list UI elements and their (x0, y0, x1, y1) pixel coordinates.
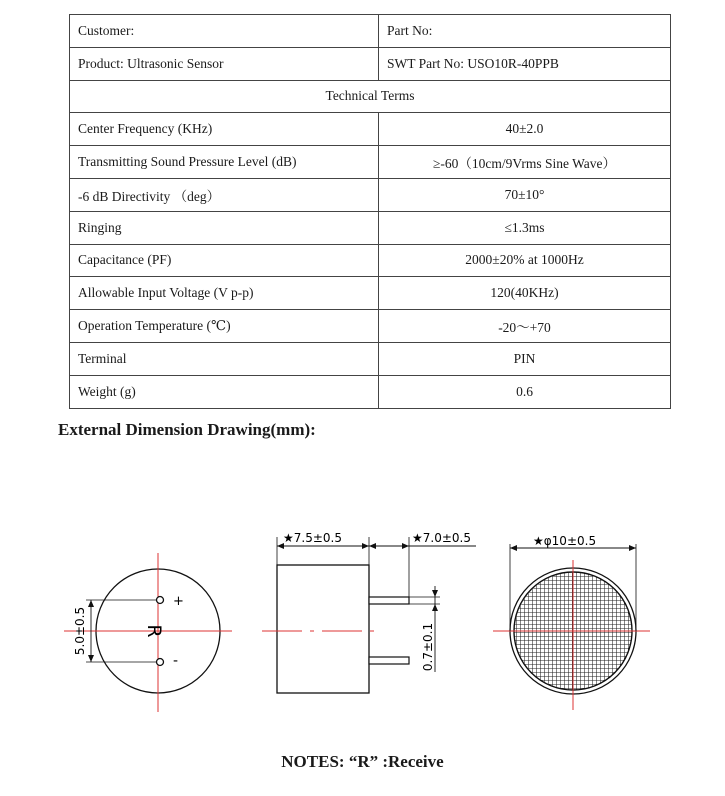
customer-cell: Customer: (70, 15, 379, 48)
param-cell: Allowable Input Voltage (V p-p) (70, 277, 379, 310)
value-cell: ≤1.3ms (379, 211, 671, 244)
drawing-heading: External Dimension Drawing(mm): (58, 420, 316, 439)
diameter-label: ★φ10±0.5 (533, 534, 597, 548)
swt-part-no-cell: SWT Part No: USO10R-40PPB (379, 47, 671, 80)
table-row (70, 113, 671, 146)
table-row (70, 310, 671, 343)
table-row (70, 211, 671, 244)
param-cell: Center Frequency (KHz) (70, 113, 379, 146)
param-cell: Terminal (70, 342, 379, 375)
value-cell: -20～+70 (379, 310, 671, 343)
value-cell: ≥-60（10cm/9Vrms Sine Wave） (379, 146, 671, 179)
minus-label: - (173, 653, 179, 669)
param-cell: Operation Temperature (℃) (70, 310, 379, 343)
pin-positive (157, 597, 164, 604)
pin-length-label: ★7.0±0.5 (412, 531, 471, 545)
part-no-cell: Part No: (379, 15, 671, 48)
table-row (70, 375, 671, 408)
sensor-body-side (277, 565, 369, 693)
pin-bottom-side (369, 657, 409, 664)
param-cell: Capacitance (PF) (70, 244, 379, 277)
param-cell: Weight (g) (70, 375, 379, 408)
value-cell: 40±2.0 (379, 113, 671, 146)
table-row (70, 244, 671, 277)
param-cell: Ringing (70, 211, 379, 244)
table-row (70, 178, 671, 211)
section-title: Technical Terms (70, 80, 671, 113)
value-cell: 2000±20% at 1000Hz (379, 244, 671, 277)
product-cell: Product: Ultrasonic Sensor (70, 47, 379, 80)
pin-diameter-label: 0.7±0.1 (421, 622, 435, 672)
param-cell: -6 dB Directivity （deg） (70, 178, 379, 211)
spec-table (69, 14, 671, 409)
param-cell: Transmitting Sound Pressure Level (dB) (70, 146, 379, 179)
body-length-label: ★7.5±0.5 (283, 531, 342, 545)
plus-label: + (173, 594, 184, 609)
value-cell: 70±10° (379, 178, 671, 211)
notes: NOTES: “R” :Receive (281, 752, 444, 771)
value-cell: PIN (379, 342, 671, 375)
front-view (64, 553, 232, 712)
pin-top-side (369, 597, 409, 604)
table-row (70, 277, 671, 310)
table-row (70, 80, 671, 113)
table-row (70, 146, 671, 179)
value-cell: 0.6 (379, 375, 671, 408)
table-row (70, 15, 671, 48)
dimension-drawing (0, 460, 725, 730)
table-row (70, 47, 671, 80)
value-cell: 120(40KHz) (379, 277, 671, 310)
pin-spacing-label: 5.0±0.5 (73, 606, 87, 656)
type-mark-r: R (143, 624, 165, 638)
table-row (70, 342, 671, 375)
side-view (262, 531, 476, 693)
pin-negative (157, 659, 164, 666)
top-view (493, 534, 650, 710)
